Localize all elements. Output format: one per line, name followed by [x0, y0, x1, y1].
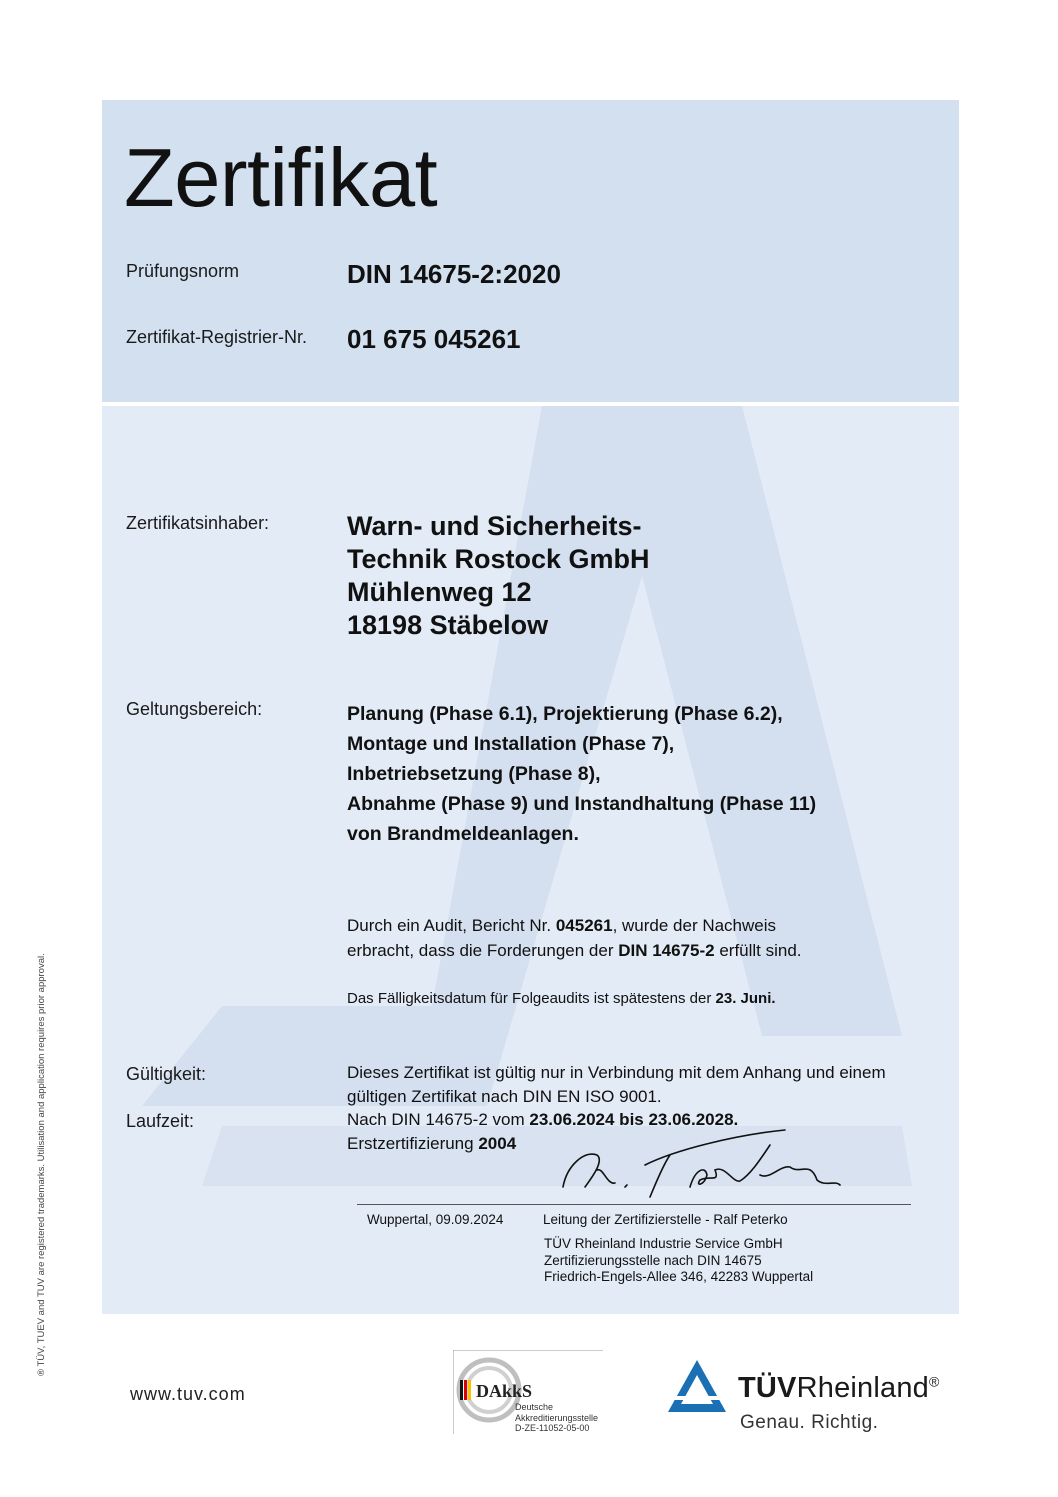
followup-audit-note: Das Fälligkeitsdatum für Folgeaudits ist spätestens der 23. Juni. — [347, 990, 776, 1007]
holder-address — [347, 510, 650, 642]
term-period: Nach DIN 14675-2 vom 23.06.2024 bis 23.06.2028. — [347, 1110, 739, 1129]
tuv-brand-name: TÜVRheinland® — [738, 1372, 940, 1404]
registration-value: 01 675 045261 — [347, 324, 521, 354]
scope-line: Planung (Phase 6.1), Projektierung (Phase 6.2), — [347, 703, 783, 725]
norm-value: DIN 14675-2:2020 — [347, 259, 561, 289]
website-link[interactable]: www.tuv.com — [130, 1384, 246, 1404]
scope-line: von Brandmeldeanlagen. — [347, 823, 579, 845]
holder-line: Mühlenweg 12 — [347, 577, 532, 607]
certification-body: TÜV Rheinland Industrie Service GmbH Zertifizierungsstelle nach DIN 14675 Friedrich-Engels-Allee 346, 42283 Wuppertal — [544, 1236, 814, 1284]
scope-line: Montage und Installation (Phase 7), — [347, 733, 675, 755]
validity-text: Dieses Zertifikat ist gültig nur in Verbindung mit dem Anhang und einem gültigen Zertifikat nach DIN EN ISO 9001. — [347, 1063, 886, 1106]
audit-line-1: Durch ein Audit, Bericht Nr. 045261, wurde der Nachweis — [347, 916, 777, 935]
holder-line: 18198 Stäbelow — [347, 610, 549, 640]
holder-label: Zertifikatsinhaber: — [126, 513, 270, 533]
signature-line — [357, 1204, 911, 1205]
audit-statement — [347, 913, 802, 963]
signature-image — [555, 1125, 855, 1205]
page-title: Zertifikat — [124, 131, 438, 224]
scope-line: Abnahme (Phase 9) und Instandhaltung (Phase 11) — [347, 793, 817, 815]
term-label: Laufzeit: — [126, 1111, 195, 1131]
norm-label: Prüfungsnorm — [126, 261, 240, 281]
dakks-subtitle: Deutsche Akkreditierungsstelle D-ZE-11052-05-00 — [515, 1402, 599, 1433]
registration-label: Zertifikat-Registrier-Nr. — [126, 327, 308, 347]
due-date: 23. Juni. — [715, 990, 776, 1007]
audit-line-2: erbracht, dass die Forderungen der DIN 14675-2 erfüllt sind. — [347, 941, 802, 960]
holder-line: Warn- und Sicherheits- — [347, 511, 642, 541]
place-date: Wuppertal, 09.09.2024 — [367, 1212, 504, 1227]
holder-line: Technik Rostock GmbH — [347, 544, 650, 574]
tuv-slogan: Genau. Richtig. — [740, 1412, 879, 1433]
dakks-name: DAkkS — [476, 1381, 533, 1401]
report-number: 045261 — [555, 916, 613, 935]
trademark-note: ® TÜV, TUEV and TUV are registered trademarks. Utilisation and application requires prior approval. — [36, 953, 47, 1376]
tuv-triangle-logo-icon — [666, 1358, 728, 1414]
signer: Leitung der Zertifizierstelle - Ralf Peterko — [543, 1212, 788, 1227]
audit-norm: DIN 14675-2 — [618, 941, 715, 960]
scope-text — [347, 699, 816, 849]
scope-label: Geltungsbereich: — [126, 699, 263, 719]
first-certification: Erstzertifizierung 2004 — [347, 1134, 517, 1153]
scope-line: Inbetriebsetzung (Phase 8), — [347, 763, 601, 785]
validity-label: Gültigkeit: — [126, 1064, 207, 1084]
